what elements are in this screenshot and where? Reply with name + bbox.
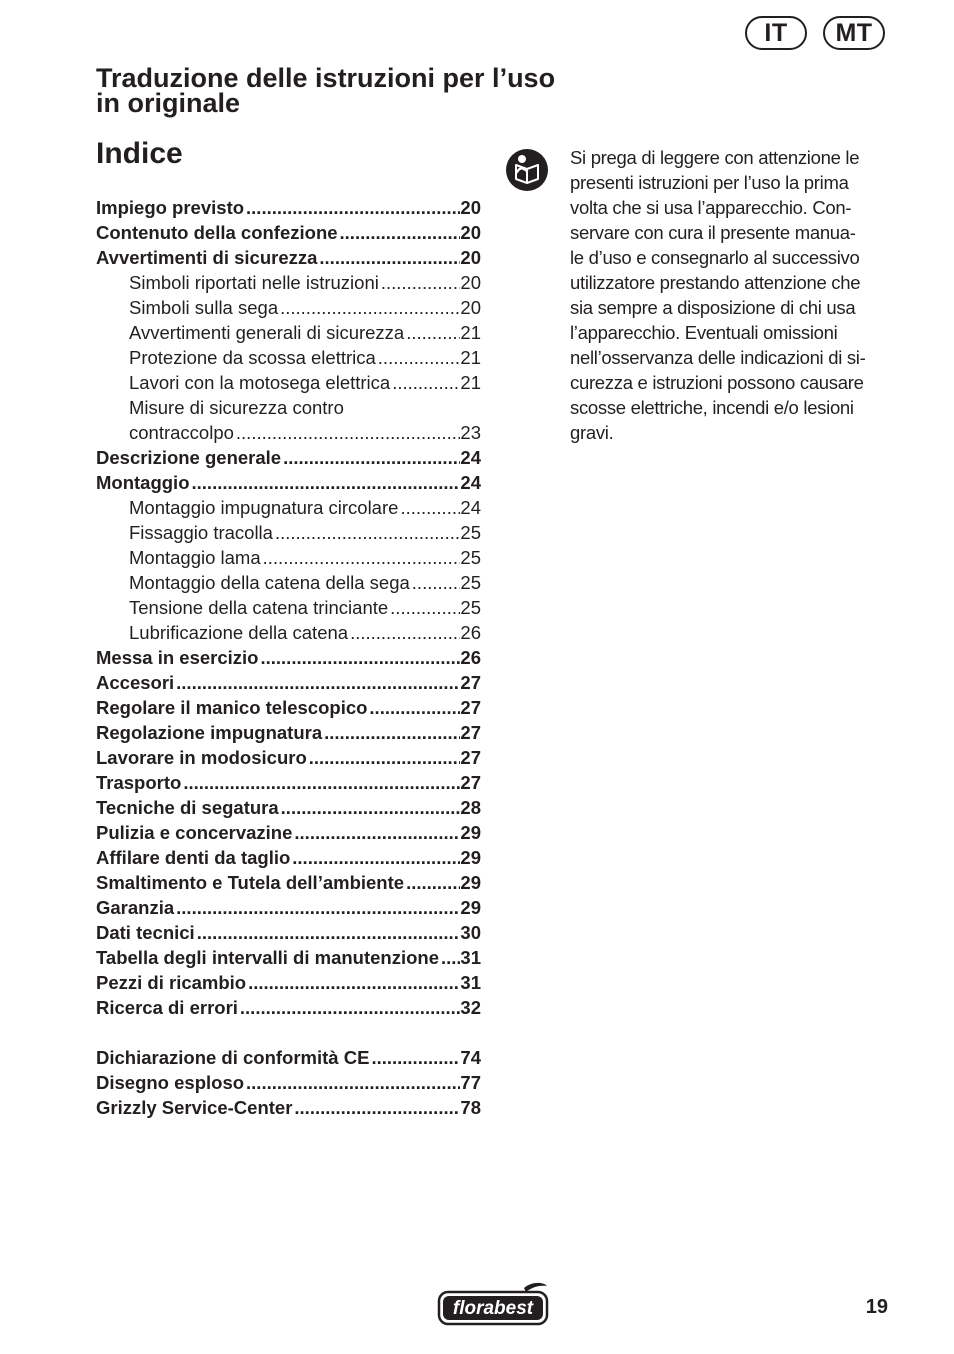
toc-entry-page: 78 <box>460 1097 481 1118</box>
toc-entry-page: 27 <box>460 747 481 768</box>
florabest-logo <box>436 1281 550 1327</box>
toc-leader-dots <box>348 620 460 645</box>
toc-entry <box>96 895 481 920</box>
toc-entry <box>96 470 481 495</box>
language-badge-it: IT <box>745 16 807 50</box>
intro-line: curezza e istruzioni possono causare <box>570 372 864 393</box>
toc-entry-label: Dichiarazione di conformità CE <box>96 1047 370 1068</box>
toc-leader-dots <box>390 370 460 395</box>
toc-entry-label: Simboli riportati nelle istruzioni <box>129 272 379 293</box>
intro-line: volta che si usa l’apparecchio. Con- <box>570 197 852 218</box>
toc-entry-page: 20 <box>460 272 481 293</box>
toc-leader-dots <box>338 220 461 245</box>
toc-entry-page: 24 <box>460 447 481 468</box>
toc-entry-page: 21 <box>460 347 481 368</box>
intro-line: servare con cura il presente manua- <box>570 222 856 243</box>
toc-entry <box>96 670 481 695</box>
toc-entry <box>96 370 481 395</box>
toc-leader-dots <box>278 295 460 320</box>
toc-entry <box>96 920 481 945</box>
toc-entry-page: 24 <box>460 472 481 493</box>
intro-paragraph <box>570 145 895 445</box>
toc-leader-dots <box>322 720 460 745</box>
index-heading: Indice <box>96 137 183 170</box>
toc-entry-label: Lavorare in modosicuro <box>96 747 307 768</box>
toc-entry-label: Tecniche di segatura <box>96 797 279 818</box>
toc-entry-label: Smaltimento e Tutela dell’ambiente <box>96 872 405 893</box>
toc-entry-label: Garanzia <box>96 897 175 918</box>
intro-line: nell’osservanza delle indicazioni di si- <box>570 347 866 368</box>
toc-entry <box>96 445 481 470</box>
read-manual-icon <box>505 148 549 192</box>
toc-leader-dots <box>388 595 460 620</box>
toc-entry-label: Ricerca di errori <box>96 997 238 1018</box>
toc-leader-dots <box>174 670 460 695</box>
table-of-contents <box>96 195 481 1120</box>
toc-entry-label: Contenuto della confezione <box>96 222 338 243</box>
intro-line: Si prega di leggere con attenzione le <box>570 147 860 168</box>
toc-entry-label: Protezione da scossa elettrica <box>129 347 376 368</box>
toc-entry-page: 29 <box>460 872 481 893</box>
toc-entry <box>96 420 481 445</box>
toc-entry <box>96 795 481 820</box>
toc-entry-page: 25 <box>460 597 481 618</box>
toc-leader-dots <box>379 270 461 295</box>
toc-entry <box>96 395 481 420</box>
toc-entry <box>96 495 481 520</box>
toc-entry <box>96 820 481 845</box>
toc-entry-page: 30 <box>460 922 481 943</box>
toc-entry <box>96 245 481 270</box>
toc-leader-dots <box>404 870 460 895</box>
toc-entry-page: 29 <box>460 847 481 868</box>
toc-entry <box>96 995 481 1020</box>
toc-entry-label: Montaggio <box>96 472 190 493</box>
toc-entry-page: 29 <box>460 822 481 843</box>
toc-entry <box>96 720 481 745</box>
toc-entry-label: Grizzly Service-Center <box>96 1097 293 1118</box>
toc-entry <box>96 1045 481 1070</box>
toc-entry <box>96 570 481 595</box>
toc-entry-page: 24 <box>460 497 481 518</box>
toc-entry <box>96 945 481 970</box>
toc-entry-page: 32 <box>460 997 481 1018</box>
toc-leader-dots <box>244 1070 460 1095</box>
intro-line: le d’uso e consegnarlo al successivo <box>570 247 860 268</box>
toc-entry-page: 31 <box>460 972 481 993</box>
toc-entry-label: Descrizione generale <box>96 447 282 468</box>
brand-wordmark: florabest <box>452 1298 534 1319</box>
toc-entry-page: 77 <box>460 1072 481 1093</box>
toc-entry-page: 74 <box>460 1047 481 1068</box>
toc-leader-dots <box>439 945 460 970</box>
toc-entry <box>96 295 481 320</box>
toc-entry-page: 26 <box>460 622 481 643</box>
toc-entry-label: Pulizia e concervazine <box>96 822 293 843</box>
toc-leader-dots <box>181 770 460 795</box>
toc-entry <box>96 520 481 545</box>
toc-entry <box>96 345 481 370</box>
toc-leader-dots <box>246 970 460 995</box>
toc-entry-page: 27 <box>460 772 481 793</box>
intro-line: presenti istruzioni per l’uso la prima <box>570 172 849 193</box>
toc-entry <box>96 645 481 670</box>
toc-leader-dots <box>307 745 461 770</box>
toc-entry <box>96 320 481 345</box>
toc-leader-dots <box>292 820 460 845</box>
toc-entry <box>96 845 481 870</box>
toc-entry <box>96 595 481 620</box>
toc-entry <box>96 270 481 295</box>
toc-entry-page: 20 <box>460 247 481 268</box>
toc-leader-dots <box>195 920 461 945</box>
toc-leader-dots <box>258 645 460 670</box>
toc-entry <box>96 545 481 570</box>
toc-entry-label: Trasporto <box>96 772 182 793</box>
toc-entry-label: Impiego previsto <box>96 197 245 218</box>
toc-leader-dots <box>369 1045 460 1070</box>
toc-leader-dots <box>190 470 461 495</box>
toc-entry-page: 25 <box>460 522 481 543</box>
toc-leader-dots <box>238 995 461 1020</box>
toc-entry-label: Lavori con la motosega elettrica <box>129 372 391 393</box>
toc-entry-label: Tensione della catena trinciante <box>129 597 389 618</box>
toc-leader-dots <box>367 695 460 720</box>
toc-leader-dots <box>404 320 460 345</box>
toc-entry <box>96 695 481 720</box>
toc-entry-label: Lubrificazione della catena <box>129 622 349 643</box>
toc-leader-dots <box>244 195 460 220</box>
page-title: Traduzione delle istruzioni per l’uso in originale <box>96 63 556 118</box>
toc-entry-label: Montaggio lama <box>129 547 261 568</box>
toc-entry-label: Disegno esploso <box>96 1072 245 1093</box>
toc-entry-page: 20 <box>460 197 481 218</box>
language-badges <box>745 16 885 50</box>
toc-entry-label: Avvertimenti generali di sicurezza <box>129 322 405 343</box>
toc-leader-dots <box>398 495 460 520</box>
toc-entry-page: 27 <box>460 697 481 718</box>
intro-line: scosse elettriche, incendi e/o lesioni <box>570 397 854 418</box>
toc-entry-page: 27 <box>460 722 481 743</box>
toc-leader-dots <box>410 570 461 595</box>
toc-entry-label: Messa in esercizio <box>96 647 259 668</box>
toc-entry-label: Montaggio della catena della sega <box>129 572 410 593</box>
toc-entry-label: Affilare denti da taglio <box>96 847 291 868</box>
toc-entry-page: 26 <box>460 647 481 668</box>
toc-entry-page: 20 <box>460 222 481 243</box>
toc-leader-dots <box>281 445 460 470</box>
toc-leader-dots <box>317 245 460 270</box>
intro-line: sia sempre a disposizione di chi usa <box>570 297 856 318</box>
toc-leader-dots <box>290 845 460 870</box>
toc-entry <box>96 620 481 645</box>
toc-entry-page: 25 <box>460 572 481 593</box>
toc-leader-dots <box>376 345 461 370</box>
toc-entry-page: 23 <box>460 422 481 443</box>
toc-entry <box>96 1095 481 1120</box>
toc-entry-label: Misure di sicurezza contro <box>129 397 344 418</box>
intro-line: gravi. <box>570 422 614 443</box>
toc-entry-page: 31 <box>460 947 481 968</box>
toc-entry <box>96 770 481 795</box>
toc-entry-label: Regolare il manico telescopico <box>96 697 368 718</box>
page-number: 19 <box>865 1296 888 1318</box>
toc-entry-label: Simboli sulla sega <box>129 297 279 318</box>
toc-entry-label: Regolazione impugnatura <box>96 722 323 743</box>
toc-entry-label: Fissaggio tracolla <box>129 522 273 543</box>
toc-entry-page: 25 <box>460 547 481 568</box>
language-badge-mt: MT <box>823 16 885 50</box>
toc-entry-page: 21 <box>460 372 481 393</box>
toc-entry <box>96 220 481 245</box>
toc-entry <box>96 1070 481 1095</box>
toc-leader-dots <box>174 895 460 920</box>
toc-entry-page: 21 <box>460 322 481 343</box>
toc-leader-dots <box>261 545 461 570</box>
toc-leader-dots <box>234 420 461 445</box>
toc-entry <box>96 870 481 895</box>
intro-line: utilizzatore prestando attenzione che <box>570 272 861 293</box>
toc-entry-label: Accesori <box>96 672 175 693</box>
toc-entry-label: contraccolpo <box>129 422 234 443</box>
toc-entry-label: Dati tecnici <box>96 922 195 943</box>
toc-entry-page: 20 <box>460 297 481 318</box>
toc-leader-dots <box>279 795 461 820</box>
toc-entry-label: Pezzi di ricambio <box>96 972 247 993</box>
toc-leader-dots <box>292 1095 460 1120</box>
intro-line: l’apparecchio. Eventuali omissioni <box>570 322 838 343</box>
toc-entry-label: Avvertimenti di sicurezza <box>96 247 318 268</box>
toc-entry-page: 28 <box>460 797 481 818</box>
toc-leader-dots <box>273 520 460 545</box>
toc-entry-label: Tabella degli intervalli di manutenzione <box>96 947 439 968</box>
toc-entry <box>96 195 481 220</box>
toc-entry-page: 27 <box>460 672 481 693</box>
toc-entry <box>96 745 481 770</box>
toc-entry-page: 29 <box>460 897 481 918</box>
toc-entry-label: Montaggio impugnatura circolare <box>129 497 399 518</box>
toc-entry <box>96 970 481 995</box>
